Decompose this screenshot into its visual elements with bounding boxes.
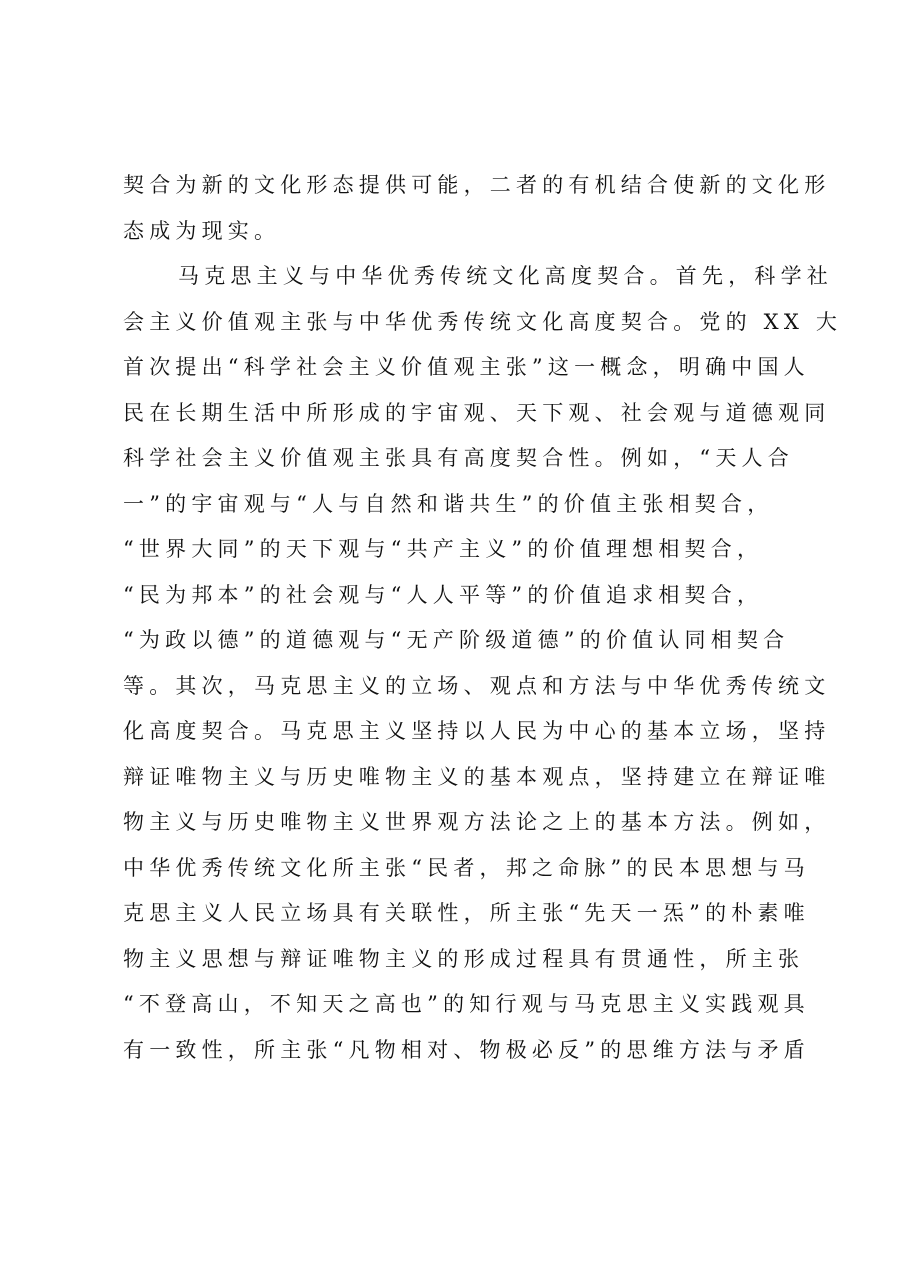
text-line: 契合为新的文化形态提供可能，二者的有机结合使新的文化形 [123,173,831,197]
text-line: 等。其次，马克思主义的立场、观点和方法与中华优秀传统文 [123,673,831,698]
text-line: “不登高山，不知天之高也”的知行观与马克思主义实践观具 [123,992,810,1016]
text-line: 会主义价值观主张与中华优秀传统文化高度契合。党的 XX 大 [123,309,843,334]
text-line: 一”的宇宙观与“人与自然和谐共生”的价值主张相契合， [123,491,774,516]
text-line: 有一致性，所主张“凡物相对、物极必反”的思维方法与矛盾 [123,1037,810,1062]
text-line: 中华优秀传统文化所主张“民者，邦之命脉”的民本思想与马 [123,855,810,880]
paragraph-first-line: 马克思主义与中华优秀传统文化高度契合。首先，科学社 [178,264,833,288]
text-line: 辩证唯物主义与历史唯物主义的基本观点，坚持建立在辩证唯 [123,764,831,789]
text-line: 物主义与历史唯物主义世界观方法论之上的基本方法。例如， [123,810,831,834]
text-line: 物主义思想与辩证唯物主义的形成过程具有贯通性，所主张 [123,946,805,971]
text-line: 科学社会主义价值观主张具有高度契合性。例如，“天人合 [123,446,794,470]
text-line: 民在长期生活中所形成的宇宙观、天下观、社会观与道德观同 [123,400,831,425]
text-line: 克思主义人民立场具有关联性，所主张“先天一炁”的朴素唯 [123,901,810,925]
text-line: “民为邦本”的社会观与“人人平等”的价值追求相契合， [123,582,764,607]
body-text [123,163,843,1073]
text-line: 首次提出“科学社会主义价值观主张”这一概念，明确中国人 [123,355,810,379]
text-line: “世界大同”的天下观与“共产主义”的价值理想相契合， [123,537,764,561]
text-line: 态成为现实。 [123,218,281,243]
text-line: 化高度契合。马克思主义坚持以人民为中心的基本立场，坚持 [123,719,831,743]
text-line: “为政以德”的道德观与“无产阶级道德”的价值认同相契合 [123,628,790,652]
